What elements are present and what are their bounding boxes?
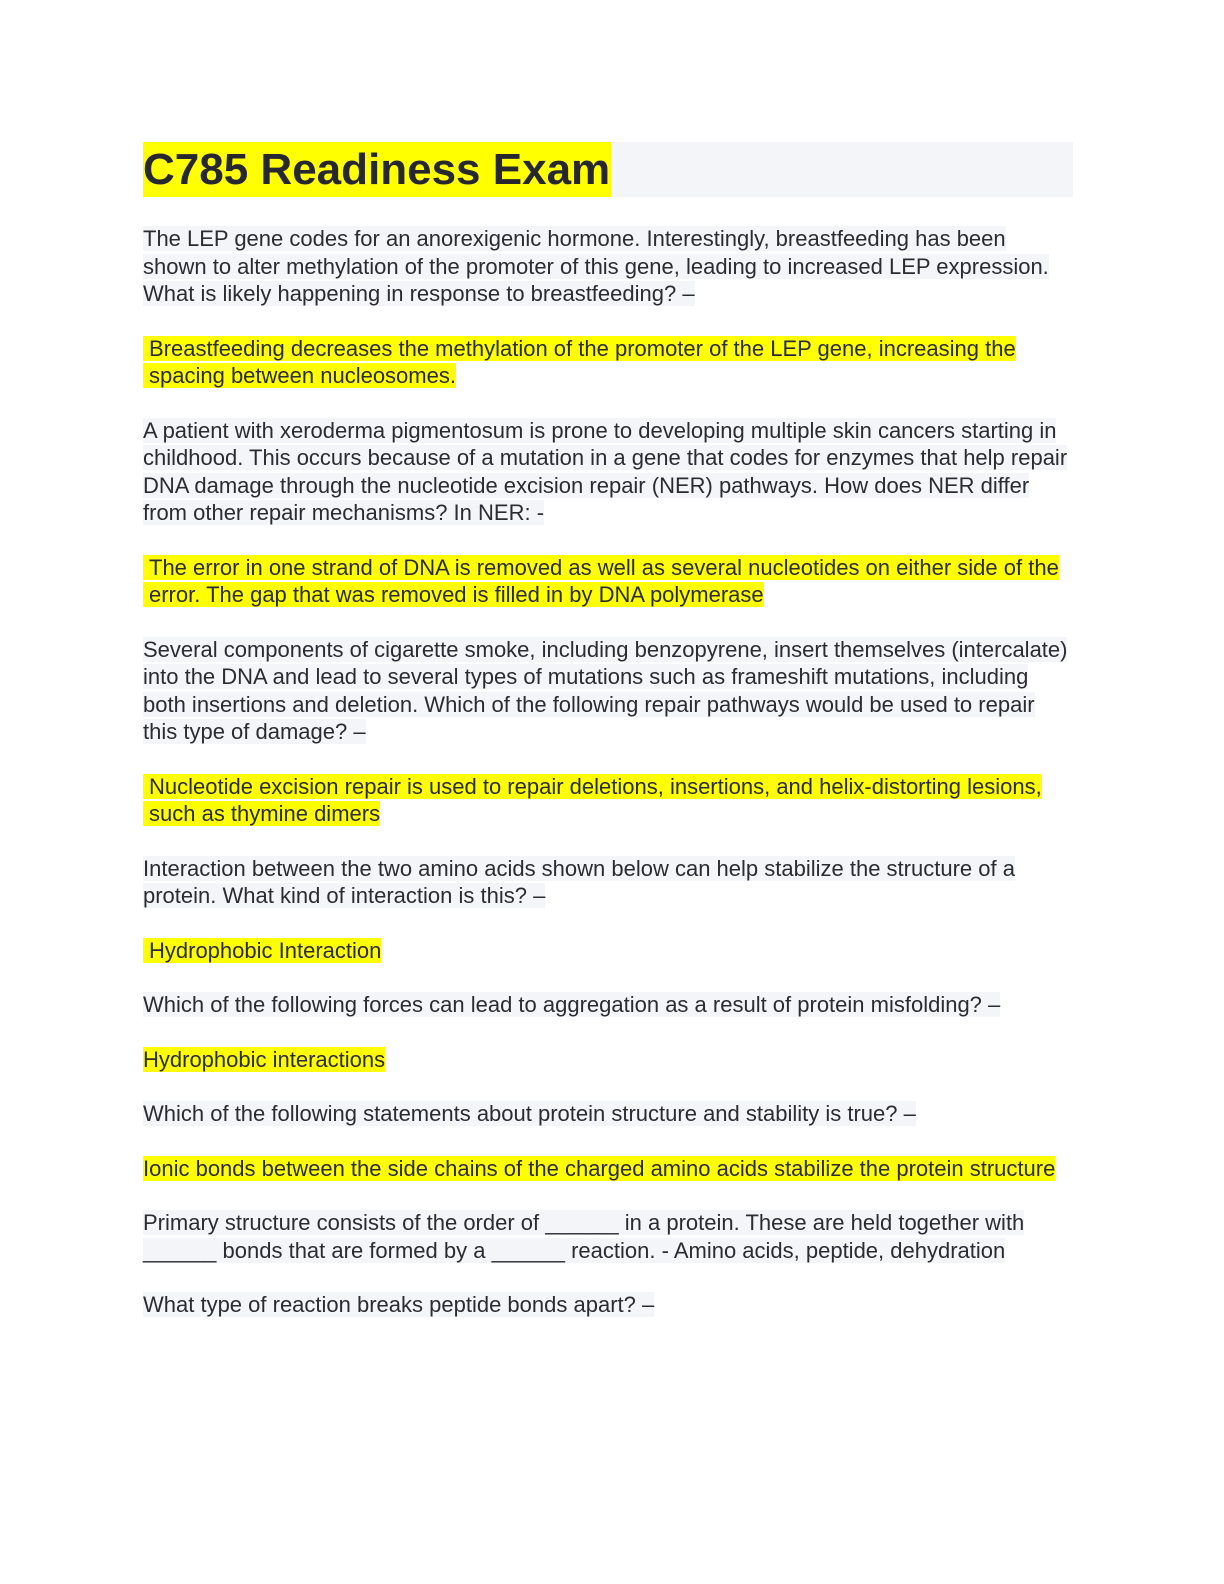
question-4 — [143, 855, 1073, 910]
answer-1 — [143, 335, 1073, 390]
question-6 — [143, 1100, 1073, 1128]
answer-4-text: Hydrophobic Interaction — [143, 938, 381, 963]
answer-1-text: Breastfeeding decreases the methylation of the promoter of the LEP gene, increasing the spacing between nucleosomes. — [143, 336, 1016, 389]
title-bar — [143, 142, 1073, 197]
answer-2-text: The error in one strand of DNA is removed as well as several nucleotides on either side of the error. The gap that was removed is filled in by DNA polymerase — [143, 555, 1059, 608]
answer-6 — [143, 1155, 1073, 1183]
question-5 — [143, 991, 1073, 1019]
answer-3-text: Nucleotide excision repair is used to repair deletions, insertions, and helix-distorting lesions, such as thymine dimers — [143, 774, 1042, 827]
document-content — [143, 225, 1073, 1319]
question-3 — [143, 636, 1073, 746]
document-title: C785 Readiness Exam — [143, 142, 611, 197]
question-2 — [143, 417, 1073, 527]
answer-6-text: Ionic bonds between the side chains of the charged amino acids stabilize the protein structure — [143, 1155, 1056, 1181]
answer-2 — [143, 554, 1073, 609]
answer-4 — [143, 937, 1073, 965]
question-8-text: What type of reaction breaks peptide bonds apart? – — [143, 1292, 655, 1317]
question-1 — [143, 225, 1073, 308]
question-8 — [143, 1291, 1073, 1319]
question-2-text: A patient with xeroderma pigmentosum is prone to developing multiple skin cancers starting in childhood. This occurs because of a mutation in a gene that codes for enzymes that help repair DNA damage through the nucleotide excision repair (NER) pathways. How does NER differ from other repair mechanisms? In NER: - — [143, 417, 1068, 525]
answer-5-text: Hydrophobic interactions — [143, 1046, 386, 1072]
document-page — [143, 142, 1073, 1346]
question-7-text: Primary structure consists of the order of ______ in a protein. These are held together with ______ bonds that are formed by a ______ reaction. - Amino acids, peptide, dehydration — [143, 1210, 1025, 1263]
question-4-text: Interaction between the two amino acids shown below can help stabilize the structure of a protein. What kind of interaction is this? – — [143, 855, 1015, 908]
question-5-text: Which of the following forces can lead to aggregation as a result of protein misfolding? – — [143, 992, 1001, 1017]
question-7 — [143, 1209, 1073, 1264]
question-3-text: Several components of cigarette smoke, including benzopyrene, insert themselves (intercalate) into the DNA and lead to several types of mutations such as frameshift mutations, including both insertions and deletion. Which of the following repair pathways would be used to repair this type of damage? – — [143, 636, 1068, 744]
question-1-text: The LEP gene codes for an anorexigenic hormone. Interestingly, breastfeeding has been shown to alter methylation of the promoter of this gene, leading to increased LEP expression. What is likely happening in response to breastfeeding? – — [143, 226, 1049, 306]
question-6-text: Which of the following statements about protein structure and stability is true? – — [143, 1101, 916, 1126]
answer-3 — [143, 773, 1073, 828]
answer-5 — [143, 1046, 1073, 1074]
